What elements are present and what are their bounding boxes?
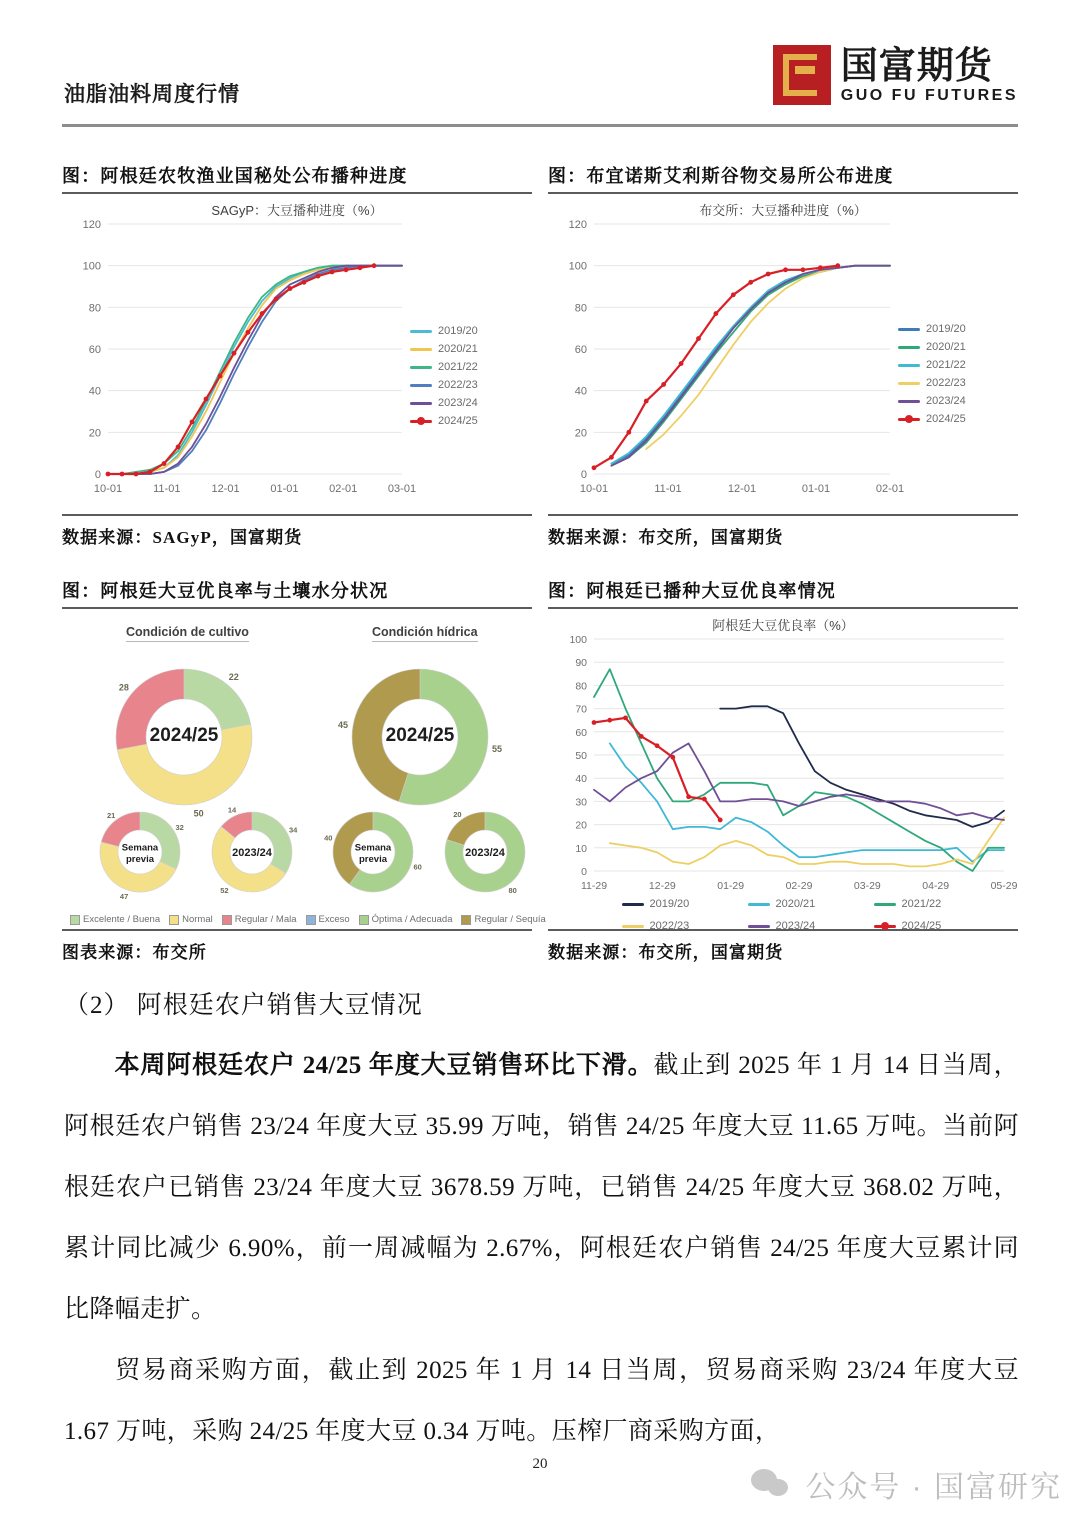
legend-item[interactable] bbox=[874, 895, 986, 913]
logo-english-name: GUO FU FUTURES bbox=[840, 86, 1018, 104]
legend-item[interactable] bbox=[410, 340, 478, 358]
figure-sagyp-planting bbox=[62, 162, 532, 547]
legend-swatch bbox=[898, 364, 920, 367]
svg-text:60: 60 bbox=[88, 344, 101, 356]
donut-legend-swatch bbox=[461, 915, 471, 925]
svg-text:04-29: 04-29 bbox=[922, 880, 950, 892]
line-chart-2 bbox=[548, 194, 1018, 514]
legend-item[interactable] bbox=[410, 394, 478, 412]
legend-swatch bbox=[410, 402, 432, 405]
donut-legend-swatch bbox=[222, 915, 232, 925]
svg-text:10-01: 10-01 bbox=[93, 483, 123, 495]
svg-text:90: 90 bbox=[575, 657, 587, 670]
legend-label: 2022/23 bbox=[649, 920, 690, 932]
legend-label: 2020/21 bbox=[926, 341, 966, 353]
legend-swatch bbox=[898, 400, 920, 403]
svg-text:55: 55 bbox=[492, 744, 503, 755]
legend-label: 2019/20 bbox=[438, 325, 478, 337]
figure-source: 数据来源：布交所，国富期货 bbox=[548, 943, 784, 962]
svg-text:100: 100 bbox=[568, 260, 587, 273]
wechat-watermark bbox=[751, 1462, 1062, 1506]
svg-text:Semana: Semana bbox=[354, 842, 392, 854]
legend-label: 2021/22 bbox=[438, 361, 478, 373]
svg-text:80: 80 bbox=[88, 302, 101, 315]
legend-label: 2021/22 bbox=[926, 359, 966, 371]
svg-text:80: 80 bbox=[508, 886, 517, 896]
legend-swatch bbox=[748, 925, 770, 928]
legend-item[interactable] bbox=[898, 356, 966, 374]
legend-label: 2023/24 bbox=[438, 397, 478, 409]
legend-label: 2023/24 bbox=[775, 920, 816, 932]
donut-legend bbox=[70, 914, 546, 925]
donut-legend-label: Excelente / Buena bbox=[83, 914, 161, 925]
figure-body bbox=[548, 194, 1018, 514]
svg-text:2023/24: 2023/24 bbox=[232, 847, 272, 859]
page-header bbox=[0, 0, 1080, 136]
legend-item[interactable] bbox=[410, 322, 478, 340]
figure-body bbox=[548, 609, 1018, 932]
legend-swatch bbox=[898, 328, 920, 331]
figure-bolsa-planting bbox=[548, 162, 1018, 547]
svg-text:40: 40 bbox=[574, 385, 587, 398]
section-heading: （2） 阿根廷农户销售大豆情况 bbox=[64, 992, 423, 1019]
paragraph-1-lead: 本周阿根廷农户 24/25 年度大豆销售环比下滑。 bbox=[114, 1052, 654, 1079]
legend-swatch bbox=[410, 330, 432, 333]
svg-text:12-01: 12-01 bbox=[211, 483, 240, 495]
line-chart-4 bbox=[548, 609, 1018, 932]
svg-text:02-01: 02-01 bbox=[875, 483, 905, 495]
svg-text:80: 80 bbox=[575, 680, 587, 693]
legend-label: 2019/20 bbox=[926, 323, 966, 335]
figure-body bbox=[62, 194, 532, 514]
donut-legend-item[interactable] bbox=[461, 914, 545, 925]
svg-text:01-01: 01-01 bbox=[270, 483, 299, 495]
svg-text:70: 70 bbox=[575, 703, 587, 716]
legend-label: 2024/25 bbox=[926, 413, 966, 425]
chart-legend bbox=[410, 322, 478, 430]
legend-label: 2019/20 bbox=[649, 898, 690, 910]
legend-item[interactable] bbox=[748, 917, 860, 935]
donut-legend-swatch bbox=[359, 915, 369, 925]
svg-text:52: 52 bbox=[220, 886, 229, 896]
svg-text:100: 100 bbox=[82, 260, 101, 273]
svg-text:03-29: 03-29 bbox=[853, 880, 881, 892]
svg-text:20: 20 bbox=[453, 809, 462, 819]
chart-title: SAGyP：大豆播种进度（%） bbox=[211, 203, 383, 218]
svg-text:28: 28 bbox=[118, 682, 129, 693]
svg-text:02-01: 02-01 bbox=[329, 483, 358, 495]
donut-legend-item[interactable] bbox=[359, 914, 453, 925]
svg-text:40: 40 bbox=[575, 773, 587, 786]
chart-legend bbox=[898, 320, 966, 428]
svg-text:60: 60 bbox=[575, 726, 587, 739]
svg-text:10-01: 10-01 bbox=[579, 483, 609, 495]
svg-text:2024/25: 2024/25 bbox=[385, 725, 455, 746]
svg-text:2023/24: 2023/24 bbox=[465, 847, 505, 859]
line-chart-1 bbox=[62, 194, 532, 514]
svg-text:60: 60 bbox=[574, 344, 587, 356]
legend-swatch bbox=[898, 418, 920, 421]
svg-text:03-01: 03-01 bbox=[387, 483, 417, 495]
paragraph-2-text: 贸易商采购方面，截止到 2025 年 1 月 14 日当周，贸易商采购 23/24 年度大豆 1.67 万吨，采购 24/25 年度大豆 0.34 万吨。压榨厂商采购方面， bbox=[64, 1357, 1019, 1445]
legend-label: 2022/23 bbox=[438, 379, 478, 391]
svg-text:20: 20 bbox=[88, 427, 101, 440]
donut-legend-label: Óptima / Adecuada bbox=[371, 914, 453, 925]
page-number: 20 bbox=[532, 1456, 548, 1472]
figure-condition-donuts bbox=[62, 577, 546, 962]
donut-panel-group bbox=[62, 609, 546, 929]
legend-swatch bbox=[874, 903, 896, 906]
logo-chinese-name: 国富期货 bbox=[840, 44, 993, 86]
svg-text:0: 0 bbox=[581, 866, 587, 878]
donut-legend-label: Regular / Mala bbox=[234, 914, 297, 925]
svg-text:120: 120 bbox=[568, 219, 587, 231]
paragraph-1-rest: 截止到 2025 年 1 月 14 日当周，阿根廷农户销售 23/24 年度大豆 35.99 万吨，销售 24/25 年度大豆 11.65 万吨。当前阿根廷农户已销售 23/24 年度大豆 3678.59 万吨，已销售 24/25 年度大豆 368.02 万吨，累计同比减少 6.90%，前一周减幅为 2.67%，阿根廷农户销售 24/25 年度大豆累计同比降幅走扩。 bbox=[64, 1052, 1019, 1323]
figure-source: 数据来源：SAGyP，国富期货 bbox=[62, 528, 303, 547]
figure-caption: 图：布宜诺斯艾利斯谷物交易所公布进度 bbox=[548, 166, 894, 186]
donut-legend-swatch bbox=[306, 915, 316, 925]
svg-text:22: 22 bbox=[228, 671, 239, 682]
svg-text:12-29: 12-29 bbox=[648, 880, 676, 892]
svg-text:11-01: 11-01 bbox=[654, 483, 682, 495]
chart-title: 阿根廷大豆优良率（%） bbox=[712, 618, 854, 633]
svg-text:14: 14 bbox=[227, 805, 237, 815]
legend-swatch bbox=[410, 348, 432, 351]
figure-caption: 图：阿根廷农牧渔业国秘处公布播种进度 bbox=[62, 166, 408, 186]
figure-caption: 图：阿根廷大豆优良率与土壤水分状况 bbox=[62, 581, 389, 601]
svg-text:Semana: Semana bbox=[121, 842, 159, 854]
svg-text:20: 20 bbox=[574, 427, 587, 440]
wechat-icon bbox=[751, 1469, 793, 1499]
figure-caption: 图：阿根廷已播种大豆优良率情况 bbox=[548, 581, 836, 601]
svg-text:47: 47 bbox=[119, 892, 129, 899]
legend-swatch bbox=[410, 366, 432, 369]
legend-label: 2020/21 bbox=[775, 898, 816, 910]
svg-text:0: 0 bbox=[580, 469, 587, 481]
donut-legend-swatch bbox=[169, 915, 179, 925]
svg-text:10: 10 bbox=[575, 842, 587, 855]
donuts-svg bbox=[62, 609, 532, 899]
chart-title: 布交所：大豆播种进度（%） bbox=[699, 203, 867, 218]
legend-swatch bbox=[622, 903, 644, 906]
svg-text:50: 50 bbox=[193, 808, 204, 819]
legend-item[interactable] bbox=[748, 895, 860, 913]
svg-text:12-01: 12-01 bbox=[727, 483, 757, 495]
legend-item[interactable] bbox=[898, 338, 966, 356]
svg-text:100: 100 bbox=[569, 634, 587, 646]
legend-swatch bbox=[622, 925, 644, 928]
donut-legend-label: Regular / Sequía bbox=[474, 914, 546, 925]
svg-text:40: 40 bbox=[324, 833, 333, 843]
paragraph-2 bbox=[64, 1340, 1019, 1462]
svg-text:80: 80 bbox=[574, 302, 587, 315]
svg-text:previa: previa bbox=[359, 853, 387, 865]
watermark-text: 公众号 · 国富研究 bbox=[805, 1471, 1062, 1504]
legend-item[interactable] bbox=[874, 917, 986, 935]
svg-text:21: 21 bbox=[107, 810, 116, 820]
header-title: 油脂油料周度行情 bbox=[64, 82, 240, 106]
figure-source: 图表来源：布交所 bbox=[62, 943, 207, 962]
svg-text:20: 20 bbox=[575, 819, 587, 832]
donut-legend-item[interactable] bbox=[306, 914, 350, 925]
svg-text:11-29: 11-29 bbox=[580, 880, 608, 892]
legend-item[interactable] bbox=[898, 392, 966, 410]
svg-text:32: 32 bbox=[175, 822, 184, 832]
legend-item[interactable] bbox=[898, 374, 966, 392]
svg-text:01-01: 01-01 bbox=[801, 483, 831, 495]
chart-plot-area bbox=[548, 609, 1018, 929]
legend-swatch bbox=[898, 346, 920, 349]
legend-swatch bbox=[748, 903, 770, 906]
svg-text:120: 120 bbox=[82, 219, 101, 231]
figure-crop-condition-rate bbox=[548, 577, 1018, 962]
legend-swatch bbox=[410, 384, 432, 387]
legend-item[interactable] bbox=[622, 917, 734, 935]
legend-label: 2020/21 bbox=[438, 343, 478, 355]
donut-legend-swatch bbox=[70, 915, 80, 925]
svg-text:30: 30 bbox=[575, 796, 587, 809]
donut-legend-item[interactable] bbox=[222, 914, 297, 925]
donut-legend-item[interactable] bbox=[169, 914, 213, 925]
svg-text:11-01: 11-01 bbox=[153, 483, 181, 495]
legend-item[interactable] bbox=[410, 412, 478, 430]
header-divider bbox=[62, 124, 1018, 127]
legend-item[interactable] bbox=[898, 320, 966, 338]
chart-legend bbox=[603, 895, 1004, 935]
legend-label: 2023/24 bbox=[926, 395, 966, 407]
legend-label: 2022/23 bbox=[926, 377, 966, 389]
donut-legend-label: Exceso bbox=[318, 914, 350, 925]
company-logo bbox=[773, 45, 1018, 105]
figure-source: 数据来源：布交所，国富期货 bbox=[548, 528, 784, 547]
donut-legend-item[interactable] bbox=[70, 914, 160, 925]
legend-swatch bbox=[874, 925, 896, 928]
legend-item[interactable] bbox=[622, 895, 734, 913]
logo-mark-icon bbox=[773, 45, 831, 105]
svg-text:50: 50 bbox=[575, 750, 587, 762]
legend-swatch bbox=[410, 420, 432, 423]
svg-text:45: 45 bbox=[337, 719, 348, 730]
legend-item[interactable] bbox=[410, 358, 478, 376]
legend-item[interactable] bbox=[410, 376, 478, 394]
legend-swatch bbox=[898, 382, 920, 385]
svg-text:previa: previa bbox=[126, 853, 154, 865]
svg-text:01-29: 01-29 bbox=[717, 880, 745, 892]
svg-text:02-29: 02-29 bbox=[785, 880, 813, 892]
donut-heading-cultivo: Condición de cultivo bbox=[126, 625, 249, 642]
legend-label: 2021/22 bbox=[901, 898, 942, 910]
figure-body bbox=[62, 609, 546, 929]
svg-text:40: 40 bbox=[88, 385, 101, 398]
legend-label: 2024/25 bbox=[438, 415, 478, 427]
svg-text:34: 34 bbox=[289, 825, 298, 835]
svg-text:0: 0 bbox=[94, 469, 101, 481]
paragraph-1 bbox=[64, 1035, 1019, 1340]
svg-text:60: 60 bbox=[413, 862, 422, 872]
svg-text:2024/25: 2024/25 bbox=[149, 725, 219, 746]
donut-heading-hidrica: Condición hídrica bbox=[372, 625, 478, 642]
legend-label: 2024/25 bbox=[901, 920, 942, 932]
svg-text:05-29: 05-29 bbox=[990, 880, 1018, 892]
legend-item[interactable] bbox=[898, 410, 966, 428]
donut-legend-label: Normal bbox=[182, 914, 213, 925]
